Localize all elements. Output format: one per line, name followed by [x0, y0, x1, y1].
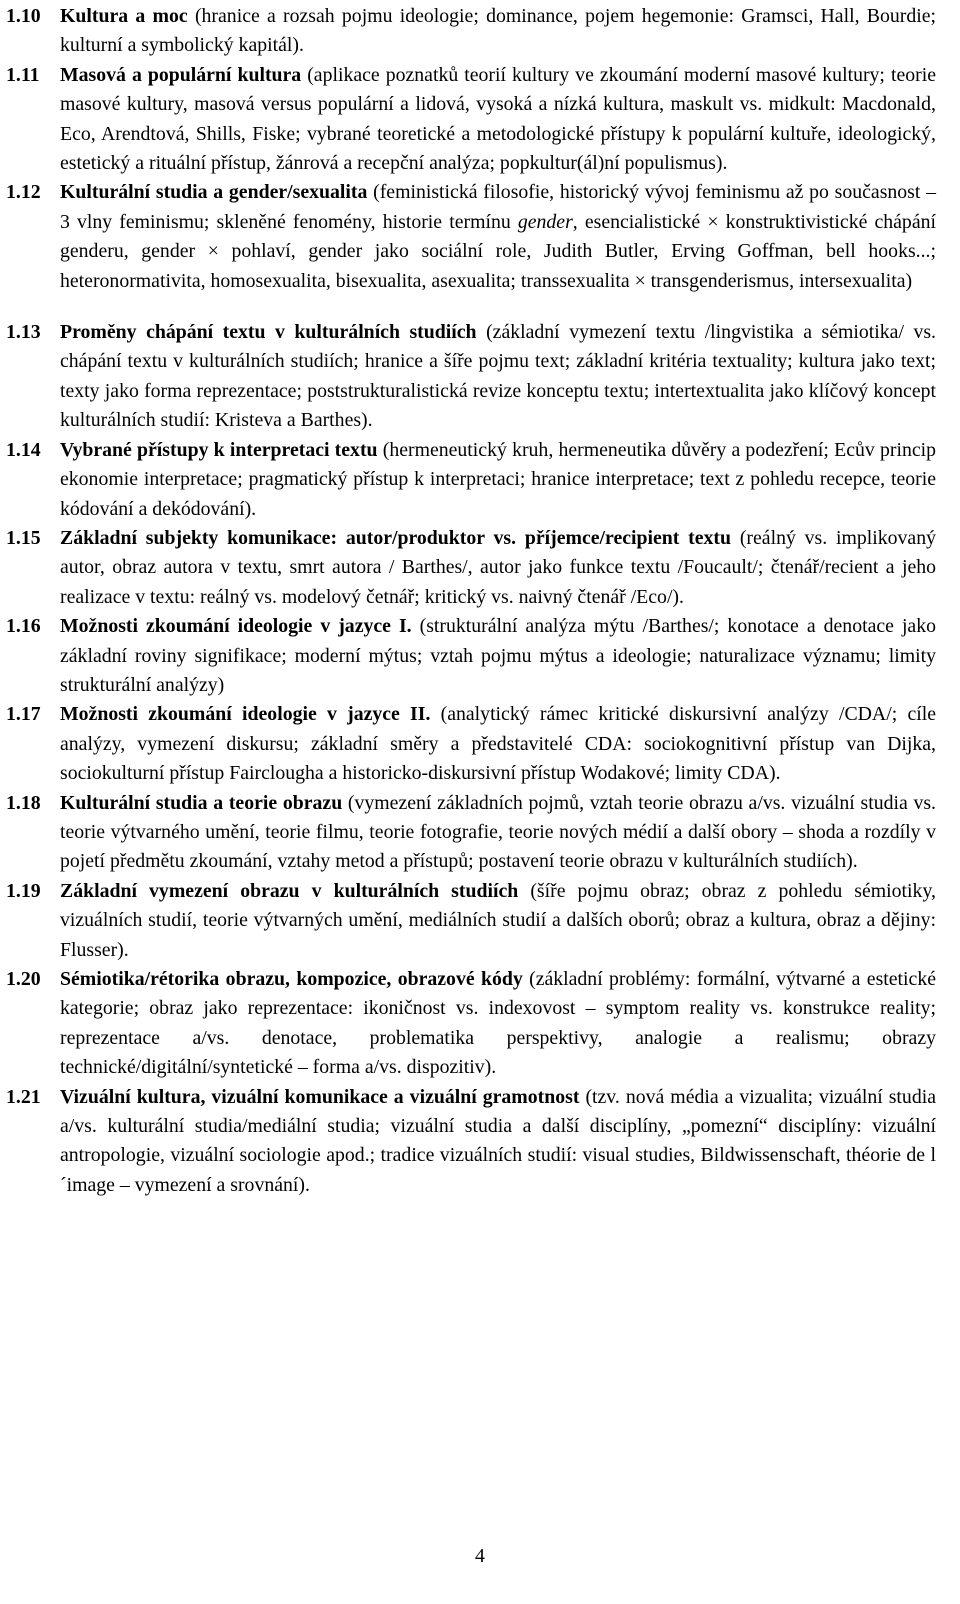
item-title: Sémiotika/rétorika obrazu, kompozice, obrazové kódy	[60, 968, 523, 990]
item-description-end: , esencialistické × konstruktivistické chápání genderu, gender × pohlaví, gender jako sociální role, Judith Butler, Erving Goffman, bell hooks...; heteronormativita, homosexualita, bisexualita, asexualita; transsexualita × transgenderismus, intersexualita)	[60, 210, 936, 292]
list-item	[6, 436, 936, 524]
item-italic-term: gender	[517, 210, 573, 233]
item-number: 1.11	[6, 63, 40, 86]
item-description: (strukturální analýza mýtu /Barthes/; konotace a denotace jako základní roviny signifikace; moderní mýtus; vztah pojmu mýtus a ideologie; naturalizace významu; limity strukturální analýzy)	[60, 615, 936, 696]
item-number: 1.13	[6, 321, 41, 344]
item-title: Kultura a moc	[60, 5, 188, 27]
item-description: (hranice a rozsah pojmu ideologie; dominance, pojem hegemonie: Gramsci, Hall, Bourdie; kulturní a symbolický kapitál).	[60, 5, 936, 57]
syllabus-list	[6, 2, 936, 1200]
section-gap	[6, 296, 936, 318]
item-title: Možnosti zkoumání ideologie v jazyce II.	[60, 703, 431, 726]
list-item	[6, 700, 936, 788]
item-description: (vymezení základních pojmů, vztah teorie obrazu a/vs. vizuální studia vs. teorie výtvarného umění, teorie filmu, teorie fotografie, teorie nových médií a další obory – shoda a rozdíly v pojetí předmětu zkoumání, vztahy metod a přístupů; postavení teorie obrazu v kulturálních studiích).	[60, 791, 937, 873]
item-title: Kulturální studia a teorie obrazu	[60, 791, 343, 814]
item-description: (šíře pojmu obraz; obraz z pohledu sémiotiky, vizuálních studií, teorie výtvarných umění, mediálních studií a dalších oborů; obraz a kultura, obraz a dějiny: Flusser).	[60, 879, 936, 961]
item-number: 1.12	[6, 181, 41, 204]
item-description: (reálný vs. implikovaný autor, obraz autora v textu, smrt autora / Barthes/, autor jako funkce textu /Foucault/; čtenář/recient a jeho realizace v textu: reálný vs. modelový četnář; kritický vs. naivný čtenář /Eco/).	[60, 526, 936, 608]
item-title: Základní vymezení obrazu v kulturálních studiích	[60, 879, 519, 902]
item-description: (základní problémy: formální, výtvarné a estetické kategorie; obraz jako reprezentace: ikoničnost vs. indexovost – symptom reality vs. konstrukce reality; reprezentace a/vs. denotace, problematika perspektivy, analogie a realismu; obrazy technické/digitální/syntetické – forma a/vs. dispozitiv).	[60, 968, 936, 1079]
item-title: Vybrané přístupy k interpretaci textu	[60, 438, 378, 461]
item-number: 1.16	[6, 615, 41, 638]
list-item	[6, 1083, 936, 1201]
item-title: Vizuální kultura, vizuální komunikace a vizuální gramotnost	[60, 1085, 580, 1108]
item-description: (tzv. nová média a vizualita; vizuální studia a/vs. kulturální studia/mediální studia; vizuální studia a další disciplíny, „pomezní“ disciplíny: vizuální antropologie, vizuální sociologie apod.; tradice vizuálních studií: visual studies, Bildwissenschaft, théorie de l´image – vymezení a srovnání).	[60, 1085, 936, 1196]
list-item	[6, 524, 936, 612]
list-item	[6, 61, 936, 179]
list-item	[6, 612, 936, 700]
item-number: 1.21	[6, 1085, 41, 1108]
item-title: Proměny chápání textu v kulturálních studiích	[60, 321, 477, 344]
list-item	[6, 2, 936, 61]
item-description-start: (feministická filosofie, historický vývoj feminismu až po současnost – 3 vlny feminismu; skleněné fenomény, historie termínu	[60, 181, 937, 233]
item-number: 1.14	[6, 438, 41, 461]
item-number: 1.20	[6, 968, 41, 990]
item-number: 1.10	[6, 5, 41, 27]
item-description: (analytický rámec kritické diskursivní analýzy /CDA/; cíle analýzy, vymezení diskursu; základní směry a představitelé CDA: sociokognitivní přístup van Dijka, sociokulturní přístup Fairclougha a historicko-diskursivní přístup Wodakové; limity CDA).	[60, 703, 936, 785]
page-number: 4	[475, 1545, 485, 1567]
list-item	[6, 178, 936, 296]
item-number: 1.19	[6, 879, 41, 902]
item-title: Možnosti zkoumání ideologie v jazyce I.	[60, 615, 412, 638]
item-description: (základní vymezení textu /lingvistika a sémiotika/ vs. chápání textu v kulturálních studiích; hranice a šíře pojmu text; základní kritéria textuality; kultura jako text; texty jako forma reprezentace; poststrukturalistická revize konceptu textu; intertextualita jako klíčový koncept kulturálních studií: Kristeva a Barthes).	[60, 321, 936, 432]
item-title: Základní subjekty komunikace: autor/produktor vs. příjemce/recipient textu	[60, 526, 732, 549]
item-title: Masová a populární kultura	[60, 63, 302, 86]
list-item	[6, 965, 936, 1083]
list-item	[6, 789, 936, 877]
item-title: Kulturální studia a gender/sexualita	[60, 181, 368, 204]
item-description: (hermeneutický kruh, hermeneutika důvěry a podezření; Ecův princip ekonomie interpretace; pragmatický přístup k interpretaci; hranice interpretace; text z pohledu recepce, teorie kódování a dekódování).	[60, 438, 936, 520]
item-number: 1.17	[6, 703, 41, 726]
item-number: 1.18	[6, 791, 41, 814]
item-number: 1.15	[6, 526, 41, 549]
list-item	[6, 877, 936, 965]
item-description: (aplikace poznatků teorií kultury ve zkoumání moderní masové kultury; teorie masové kultury, masová versus populární a lidová, vysoká a nízká kultura, maskult vs. midkult: Macdonald, Eco, Arendtová, Shills, Fiske; vybrané teoretické a metodologické přístupy k populární kultuře, ideologický, estetický a rituální přístup, žánrová a recepční analýza; popkultur(ál)ní populismus).	[60, 63, 936, 175]
list-item	[6, 318, 936, 436]
